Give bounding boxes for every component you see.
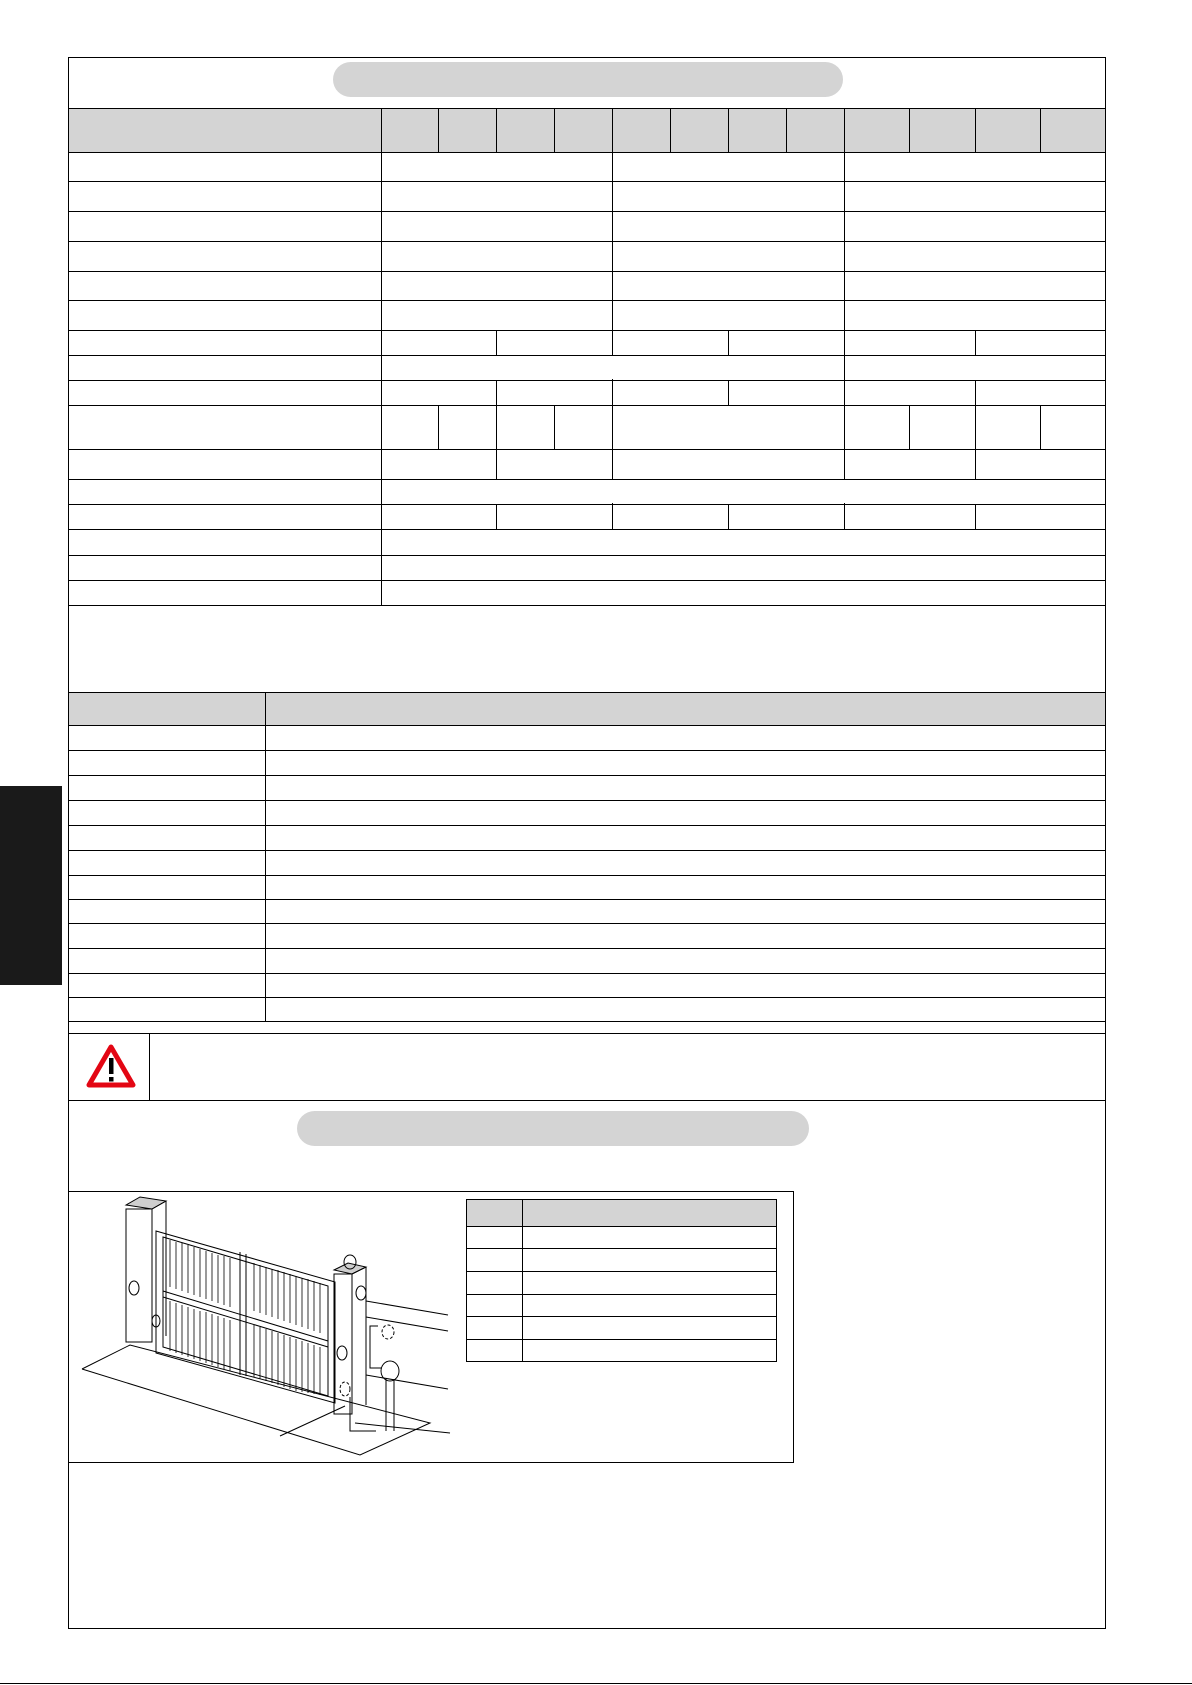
row-line <box>69 504 1105 505</box>
row-line <box>466 1226 777 1227</box>
row-line <box>69 580 1105 581</box>
row-line <box>69 300 1105 301</box>
divider <box>975 380 976 405</box>
divider <box>786 108 787 152</box>
row-line <box>69 692 1105 693</box>
row-line <box>69 181 1105 182</box>
divider <box>466 1199 467 1361</box>
divider <box>381 108 382 606</box>
row-line <box>466 1294 777 1295</box>
divider <box>522 1199 523 1361</box>
merge-mask <box>611 356 614 379</box>
merge-mask <box>611 480 614 503</box>
divider <box>1040 108 1041 152</box>
components-table-header <box>69 692 1105 725</box>
divider <box>975 405 976 449</box>
divider <box>728 108 729 152</box>
row-line <box>69 355 1105 356</box>
row-line <box>69 108 1105 109</box>
row-line <box>466 1361 777 1362</box>
divider <box>612 108 613 529</box>
row-line <box>69 405 1105 406</box>
row-line <box>466 1316 777 1317</box>
divider <box>776 1199 777 1361</box>
row-line <box>69 380 1105 381</box>
divider <box>975 330 976 355</box>
row-line <box>69 529 1105 530</box>
divider <box>844 108 845 529</box>
divider <box>728 504 729 529</box>
row-line <box>69 997 1105 998</box>
divider <box>496 108 497 152</box>
row-line <box>69 479 1105 480</box>
row-line <box>69 800 1105 801</box>
legend-table-header <box>466 1199 776 1226</box>
divider <box>728 380 729 405</box>
divider <box>670 108 671 152</box>
divider <box>496 504 497 529</box>
row-line <box>69 271 1105 272</box>
divider <box>496 330 497 355</box>
gate-installation-illustration <box>70 1193 460 1461</box>
divider <box>438 108 439 152</box>
row-line <box>69 875 1105 876</box>
divider <box>554 405 555 449</box>
row-line <box>69 725 1105 726</box>
section2-title-pill <box>297 1111 809 1146</box>
row-line <box>69 973 1105 974</box>
divider <box>1040 405 1041 449</box>
merge-mask <box>843 480 846 503</box>
divider <box>496 405 497 449</box>
row-line <box>69 775 1105 776</box>
divider <box>149 1033 150 1100</box>
row-line <box>69 211 1105 212</box>
row-line <box>69 555 1105 556</box>
divider <box>975 504 976 529</box>
spec-table-header <box>69 108 1105 152</box>
divider <box>496 380 497 405</box>
row-line <box>466 1271 777 1272</box>
row-line <box>69 923 1105 924</box>
row-line <box>69 850 1105 851</box>
divider <box>975 108 976 152</box>
row-line <box>69 899 1105 900</box>
row-line <box>466 1199 777 1200</box>
section1-title-pill <box>333 62 843 97</box>
divider <box>554 108 555 152</box>
row-line <box>69 241 1105 242</box>
row-line <box>69 1033 1105 1034</box>
row-line <box>69 1021 1105 1022</box>
divider <box>728 330 729 355</box>
row-line <box>466 1248 777 1249</box>
row-line <box>466 1339 777 1340</box>
row-line <box>69 948 1105 949</box>
footer-rule <box>0 1683 1192 1684</box>
divider <box>496 449 497 479</box>
warning-triangle-icon <box>86 1044 136 1088</box>
side-tab <box>0 786 62 985</box>
row-line <box>69 750 1105 751</box>
row-line <box>69 1100 1105 1101</box>
divider <box>438 405 439 449</box>
row-line <box>69 330 1105 331</box>
row-line <box>69 449 1105 450</box>
divider <box>265 692 266 1021</box>
row-line <box>69 825 1105 826</box>
divider <box>909 108 910 152</box>
row-line <box>69 605 1105 606</box>
row-line <box>69 152 1105 153</box>
divider <box>975 449 976 479</box>
divider <box>909 405 910 449</box>
